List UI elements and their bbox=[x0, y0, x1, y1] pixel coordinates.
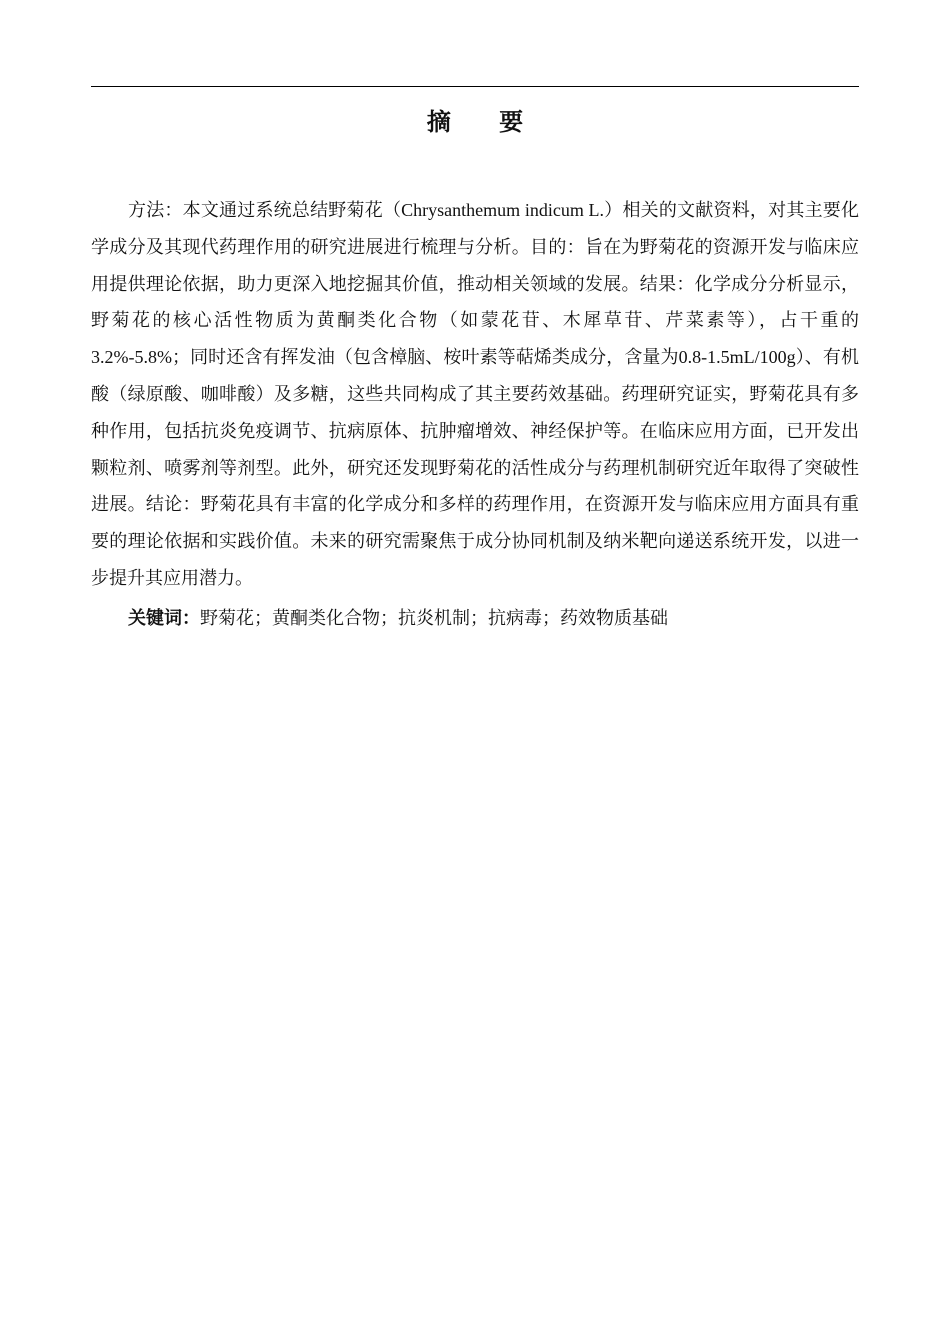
keywords-text: 野菊花；黄酮类化合物；抗炎机制；抗病毒；药效物质基础 bbox=[200, 608, 668, 628]
abstract-paragraph: 方法：本文通过系统总结野菊花（Chrysanthemum indicum L.）相关的文献资料，对其主要化学成分及其现代药理作用的研究进展进行梳理与分析。目的：旨在为野菊花的资源开发与临床应用提供理论依据，助力更深入地挖掘其价值，推动相关领域的发展。结果：化学成分分析显示，野菊花的核心活性物质为黄酮类化合物（如蒙花苷、木犀草苷、芹菜素等），占干重的3.2%-5.8%；同时还含有挥发油（包含樟脑、桉叶素等萜烯类成分，含量为0.8-1.5mL/100g）、有机酸（绿原酸、咖啡酸）及多糖，这些共同构成了其主要药效基础。药理研究证实，野菊花具有多种作用，包括抗炎免疫调节、抗病原体、抗肿瘤增效、神经保护等。在临床应用方面，已开发出颗粒剂、喷雾剂等剂型。此外，研究还发现野菊花的活性成分与药理机制研究近年取得了突破性进展。结论：野菊花具有丰富的化学成分和多样的药理作用，在资源开发与临床应用方面具有重要的理论依据和实践价值。未来的研究需聚焦于成分协同机制及纳米靶向递送系统开发，以进一步提升其应用潜力。 bbox=[91, 200, 859, 588]
keywords-label: 关键词： bbox=[128, 608, 200, 629]
header-rule bbox=[91, 86, 859, 87]
abstract-title: 摘 要 bbox=[426, 108, 544, 136]
keywords-line bbox=[91, 600, 859, 637]
